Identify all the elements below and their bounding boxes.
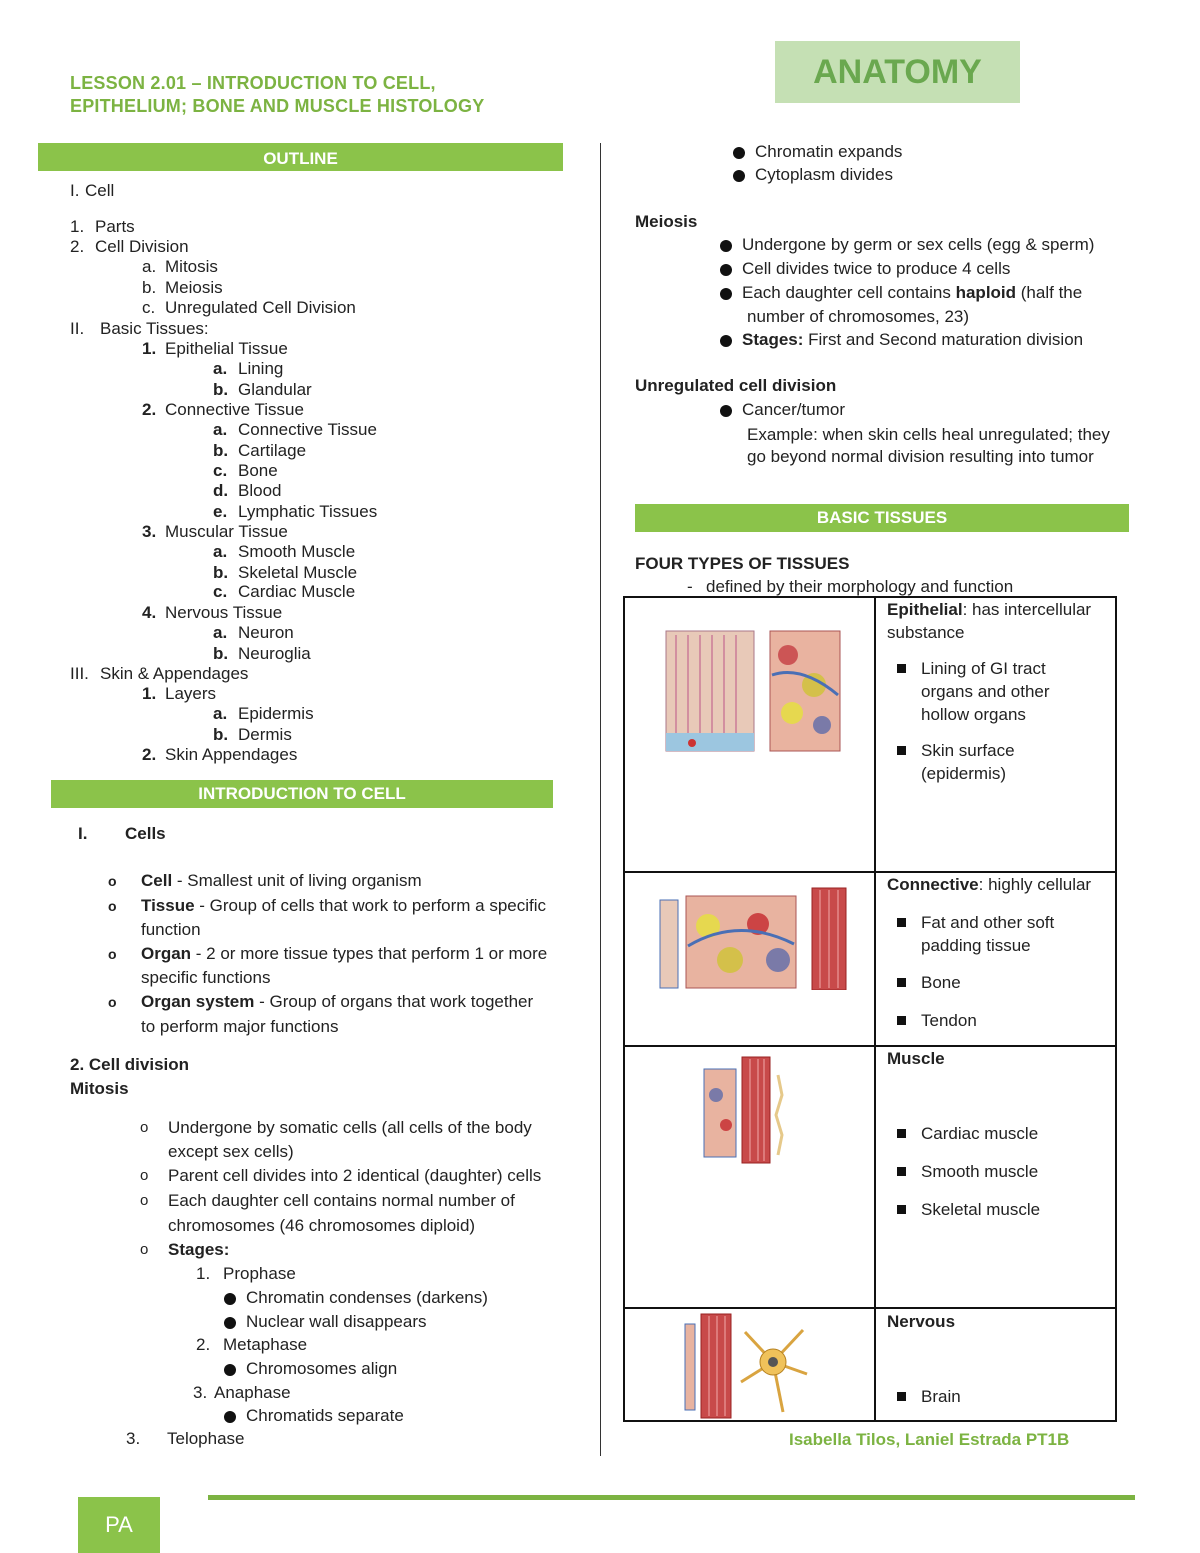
mitosis-text: Parent cell divides into 2 identical (daughter) cells [168,1166,542,1185]
outline-item: Connective Tissue [238,420,377,439]
outline-item: Cartilage [238,441,307,460]
footer-rule [208,1495,1135,1500]
lesson-title-line1: LESSON 2.01 – INTRODUCTION TO CELL, [70,73,436,93]
telophase-bullet-2: Cytoplasm divides [733,165,893,185]
page-label: PA [78,1497,160,1553]
meiosis-bullet-1: Undergone by germ or sex cells (egg & sperm) [720,235,1094,255]
tissue-type-desc: : highly cellular [978,875,1092,894]
connective-tissue-image [658,886,850,990]
outline-heading: OUTLINE [38,143,563,171]
tissue-example: padding tissue [921,936,1031,955]
definition-term: Organ [141,944,192,963]
outline-item: Lymphatic Tissues [238,502,378,521]
outline-item: Mitosis [165,257,218,276]
tissue-example: Fat and other soft [921,913,1055,932]
outline-num: e. [213,502,228,521]
stage-bullet-text: Chromosomes align [246,1359,398,1378]
stage-bullet-text: Nuclear wall disappears [246,1312,427,1331]
definition-item [108,896,546,916]
nervous-tissue-image [683,1312,813,1420]
definition-text: Smallest unit of living organism [187,871,422,890]
outline-item: Skeletal Muscle [238,563,358,582]
outline-num: b. [213,563,229,582]
outline-num: a. [213,704,228,723]
outline-item: Epithelial Tissue [165,339,288,358]
tissue-example: Cardiac muscle [921,1124,1039,1143]
defined-note: defined by their morphology and function [706,577,1014,596]
stage-bullet-text: Chromatids separate [246,1406,404,1425]
outline-item: Blood [238,481,282,500]
outline-num: 4. [142,603,157,622]
tissue-table-row-divider-3 [623,1307,1117,1309]
stage-num: 3. [193,1383,208,1402]
outline-num: II. [70,319,85,338]
mitosis-text: Each daughter cell contains normal number of [168,1191,515,1210]
definition-item [108,944,547,964]
definition-text-cont: to perform major functions [141,1017,339,1036]
mitosis-text: chromosomes (46 chromosomes diploid) [168,1216,476,1235]
outline-num: d. [213,481,229,500]
meiosis-bullet-3-cont: number of chromosomes, 23) [747,307,970,326]
outline-item: Neuroglia [238,644,311,663]
stages-label: Stages: [168,1240,230,1259]
outline-num: c. [213,461,228,480]
cells-section-title: Cells [125,824,166,843]
outline-item: Nervous Tissue [165,603,283,622]
stage-num: 3. [126,1429,141,1448]
meiosis-bullet-3: Each daughter cell contains haploid (half the [720,283,1082,303]
stage-bullet [224,1359,397,1379]
tissue-example: Skin surface [921,741,1015,760]
tissue-type-heading [887,1047,945,1070]
unregulated-example-1: Example: when skin cells heal unregulated; they [747,425,1110,444]
outline-num: b. [213,725,229,744]
outline-item: Cell Division [95,237,189,256]
outline-item: Lining [238,359,284,378]
outline-num: b. [213,380,229,399]
unregulated-title: Unregulated cell division [635,376,837,395]
outline-num: 1. [142,339,157,358]
definition-sep: - [194,896,210,915]
stage-num: 1. [196,1264,211,1283]
bullet-dot [224,1411,236,1423]
stage-name: Telophase [167,1429,245,1448]
mitosis-title: Mitosis [70,1079,129,1098]
square-bullet [897,746,906,755]
tissue-type-desc: : has intercellular [962,600,1092,619]
outline-item: Skin Appendages [165,745,298,764]
mitosis-marker: o [140,1192,149,1209]
tissue-type-heading [887,873,1091,896]
tissue-table-row-divider-2 [623,1045,1117,1047]
tissue-example: Tendon [921,1011,977,1030]
definition-marker: o [108,873,117,889]
square-bullet [897,978,906,987]
definition-item [108,871,422,891]
definition-text: Group of cells that work to perform a specific [209,896,547,915]
outline-num: c. [213,582,228,601]
outline-item: Unregulated Cell Division [165,298,356,317]
outline-item: Connective Tissue [165,400,304,419]
outline-num: 2. [142,745,157,764]
stage-name: Anaphase [214,1383,291,1402]
definition-sep: - [254,992,270,1011]
outline-num: b. [142,278,157,297]
stage-bullet [224,1288,488,1308]
authors: Isabella Tilos, Laniel Estrada PT1B [789,1430,1070,1449]
meiosis-bullet-4: Stages: First and Second maturation division [720,330,1083,350]
outline-num: 2. [142,400,157,419]
tissue-example: Lining of GI tract [921,659,1046,678]
outline-item: Skin & Appendages [100,664,249,683]
meiosis-bullet-2: Cell divides twice to produce 4 cells [720,259,1010,279]
outline-num: 1. [70,217,85,236]
telophase-bullet-1: Chromatin expands [733,142,902,162]
definition-term: Tissue [141,896,195,915]
mitosis-marker: o [140,1119,149,1136]
outline-item: Muscular Tissue [165,522,288,541]
outline-num: 1. [142,684,157,703]
outline-num: a. [213,623,228,642]
outline-num: I. [70,181,80,200]
outline-item: Epidermis [238,704,314,723]
tissue-example: Smooth muscle [921,1162,1039,1181]
tissue-example: Bone [921,973,961,992]
definition-text-cont: function [141,920,201,939]
outline-num: a. [213,420,228,439]
muscle-tissue-image [702,1055,788,1167]
outline-num: a. [213,359,228,378]
definition-term: Cell [141,871,173,890]
outline-num: III. [70,664,89,683]
stages-marker: o [140,1241,149,1258]
outline-item: Bone [238,461,278,480]
column-divider [600,143,601,1456]
definition-sep: - [191,944,207,963]
basic-tissues-heading: BASIC TISSUES [635,504,1129,532]
square-bullet [897,1205,906,1214]
outline-num: a. [142,257,157,276]
definition-item [108,992,533,1012]
outline-item: Basic Tissues: [100,319,209,338]
outline-num: 2. [70,237,85,256]
outline-num: a. [213,542,228,561]
stage-name: Prophase [223,1264,296,1283]
tissue-example: (epidermis) [921,764,1007,783]
mitosis-text: Undergone by somatic cells (all cells of the body [168,1118,532,1137]
four-types-title: FOUR TYPES OF TISSUES [635,554,850,573]
outline-item: Glandular [238,380,312,399]
square-bullet [897,1167,906,1176]
epithelial-tissue-image [662,625,842,765]
tissue-type-heading [887,598,1091,621]
outline-num: b. [213,441,229,460]
outline-item: Cell [85,181,115,200]
bullet-dot [224,1364,236,1376]
tissue-type-heading [887,1310,955,1333]
lesson-title-line2: EPITHELIUM; BONE AND MUSCLE HISTOLOGY [70,96,485,116]
outline-item: Cardiac Muscle [238,582,356,601]
cell-division-title: 2. Cell division [70,1055,190,1074]
stage-num: 2. [196,1335,211,1354]
tissue-example: hollow organs [921,705,1026,724]
tissue-example: organs and other [921,682,1050,701]
tissue-type-name: Muscle [887,1049,945,1068]
unregulated-bullet: Cancer/tumor [720,400,845,420]
defined-dash: - [687,577,693,596]
outline-item: Dermis [238,725,292,744]
outline-num: 3. [142,522,157,541]
mitosis-marker: o [140,1167,149,1184]
tissue-example: Brain [921,1387,961,1406]
outline-item: Parts [95,217,135,236]
tissue-type-name: Nervous [887,1312,956,1331]
square-bullet [897,918,906,927]
square-bullet [897,1016,906,1025]
cells-section-num: I. [78,824,88,843]
definition-term: Organ system [141,992,255,1011]
definition-marker: o [108,898,117,914]
subject-badge: ANATOMY [775,41,1020,103]
tissue-type-name: Epithelial [887,600,963,619]
stage-bullet-text: Chromatin condenses (darkens) [246,1288,488,1307]
bullet-dot [224,1317,236,1329]
stage-name: Metaphase [223,1335,308,1354]
outline-item: Layers [165,684,217,703]
stage-bullet [224,1406,404,1426]
tissue-type-desc-cont: substance [887,623,965,642]
definition-text-cont: specific functions [141,968,271,987]
bullet-dot [224,1293,236,1305]
outline-num: c. [142,298,156,317]
definition-sep: - [172,871,188,890]
definition-marker: o [108,946,117,962]
tissue-table-col-divider [874,596,876,1422]
outline-item: Smooth Muscle [238,542,356,561]
intro-heading: INTRODUCTION TO CELL [51,780,553,808]
square-bullet [897,1129,906,1138]
unregulated-example-2: go beyond normal division resulting into tumor [747,447,1094,466]
definition-text: 2 or more tissue types that perform 1 or more [206,944,548,963]
outline-num: b. [213,644,229,663]
meiosis-title: Meiosis [635,212,698,231]
definition-marker: o [108,994,117,1010]
tissue-type-name: Connective [887,875,979,894]
square-bullet [897,1392,906,1401]
square-bullet [897,664,906,673]
outline-item: Meiosis [165,278,223,297]
tissue-example: Skeletal muscle [921,1200,1041,1219]
stage-bullet [224,1312,426,1332]
definition-text: Group of organs that work together [269,992,534,1011]
mitosis-text: except sex cells) [168,1142,294,1161]
outline-item: Neuron [238,623,294,642]
